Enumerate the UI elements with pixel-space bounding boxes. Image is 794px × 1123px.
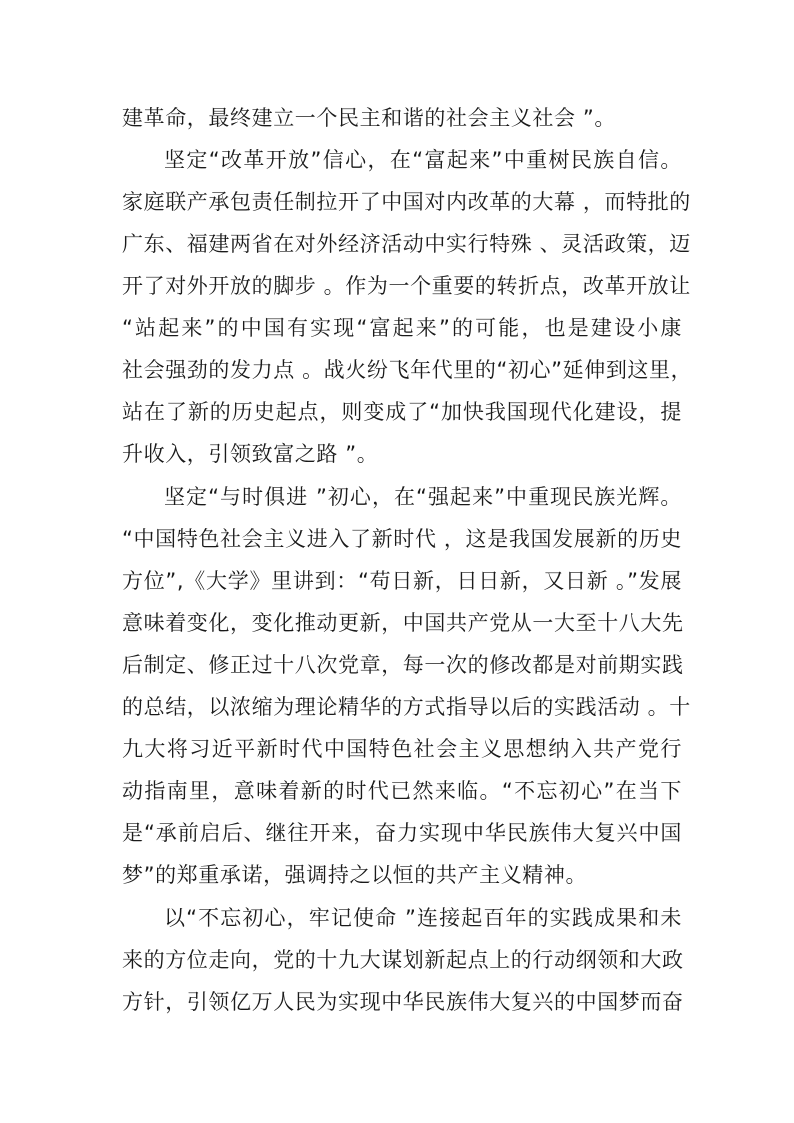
text-line: 家庭联产承包责任制拉开了中国对内改革的大幕 ，而特批的 <box>122 190 691 214</box>
text-line: 方位”,《大学》里讲到：“苟日新，日日新，又日新 。”发展 <box>122 569 682 593</box>
text-line: 的总结，以浓缩为理论精华的方式指导以后的实践活动 。十 <box>122 695 691 719</box>
text-line: 广东、福建两省在对外经济活动中实行特殊 、灵活政策，迈 <box>122 232 691 256</box>
paragraph-first-line: 坚定“改革开放”信心，在“富起来”中重树民族自信。 <box>164 148 682 172</box>
text-line: “中国特色社会主义进入了新时代 ，这是我国发展新的历史 <box>122 527 682 551</box>
text-line: 升收入，引领致富之路 ”。 <box>122 442 379 466</box>
text-line: 建革命，最终建立一个民主和谐的社会主义社会 ”。 <box>122 106 616 130</box>
text-line: 动指南里，意味着新的时代已然来临。“不忘初心”在当下 <box>122 779 682 803</box>
text-line: 来的方位走向，党的十九大谋划新起点上的行动纲领和大政 <box>122 948 684 972</box>
text-line: 后制定、修正过十八次党章，每一次的修改都是对前期实践 <box>122 653 684 677</box>
text-line: 是“承前启后、继往开来，奋力实现中华民族伟大复兴中国 <box>122 821 682 845</box>
text-line: “站起来”的中国有实现“富起来”的可能，也是建设小康 <box>122 316 682 340</box>
paragraph-first-line: 坚定“与时俱进 ”初心，在“强起来”中重现民族光辉。 <box>164 485 682 509</box>
text-line: 方针，引领亿万人民为实现中华民族伟大复兴的中国梦而奋 <box>122 990 684 1014</box>
text-line: 站在了新的历史起点，则变成了“加快我国现代化建设，提 <box>122 400 682 424</box>
text-line: 社会强劲的发力点 。战火纷飞年代里的“初心”延伸到这里， <box>122 358 693 382</box>
paragraph-first-line: 以“不忘初心，牢记使命 ”连接起百年的实践成果和未 <box>164 906 682 930</box>
text-line: 意味着变化，变化推动更新，中国共产党从一大至十八大先 <box>122 611 684 635</box>
text-line: 梦”的郑重承诺，强调持之以恒的共产主义精神。 <box>122 863 588 887</box>
text-line: 开了对外开放的脚步 。作为一个重要的转折点，改革开放让 <box>122 274 691 298</box>
text-line: 九大将习近平新时代中国特色社会主义思想纳入共产党行 <box>122 737 682 761</box>
